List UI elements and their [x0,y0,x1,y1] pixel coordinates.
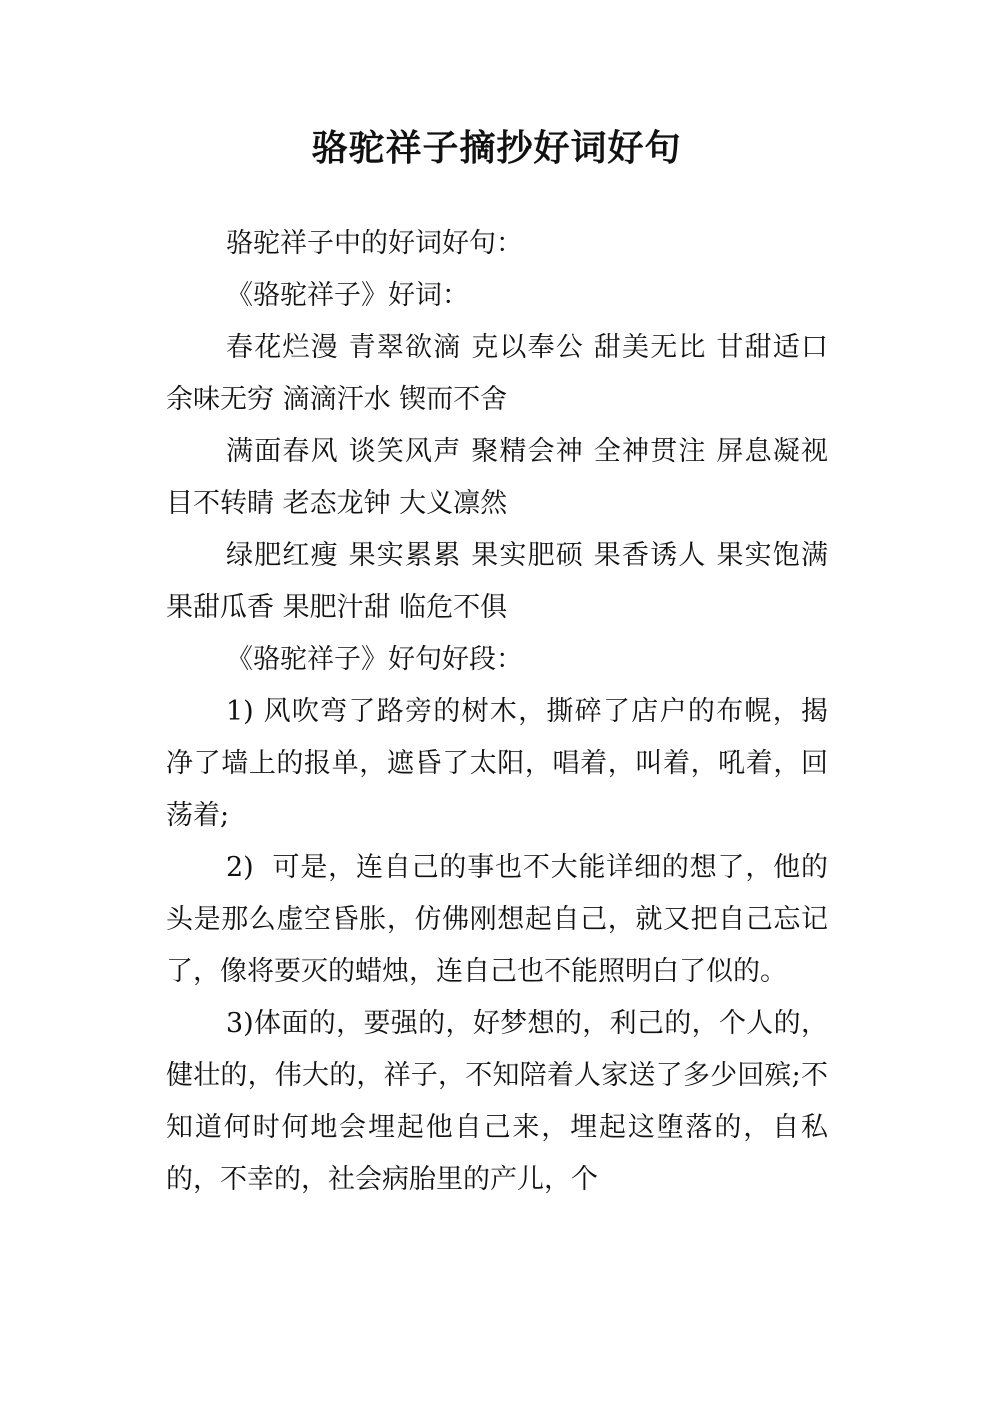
paragraph-intro: 骆驼祥子中的好词好句： [226,228,523,259]
paragraph-sentence-2: 2) 可是，连自己的事也不大能详细的想了，他的头是那么虚空昏胀，仿佛刚想起自己，就又把自己忘记了，像将要灭的蜡烛，连自己也不能照明白了似的。 [166,852,828,987]
paragraph-sentence-1: 1) 风吹弯了路旁的树木，撕碎了店户的布幌，揭净了墙上的报单，遮昏了太阳，唱着，叫着，吼着，回荡着; [166,696,828,831]
document-title: 骆驼祥子摘抄好词好句 [311,128,682,169]
paragraph-good-sentences-heading: 《骆驼祥子》好句好段： [226,644,523,675]
paragraph-words-group-1: 春花烂漫 青翠欲滴 克以奉公 甜美无比 甘甜适口 余味无穷 滴滴汗水 锲而不舍 [166,332,837,415]
paragraph-good-words-heading: 《骆驼祥子》好词： [226,280,469,311]
paragraph-words-group-2: 满面春风 谈笑风声 聚精会神 全神贯注 屏息凝视 目不转睛 老态龙钟 大义凛然 [166,436,837,519]
paragraph-words-group-3: 绿肥红瘦 果实累累 果实肥硕 果香诱人 果实饱满 果甜瓜香 果肥汁甜 临危不俱 [166,540,837,623]
paragraph-sentence-3: 3)体面的，要强的，好梦想的，利己的，个人的，健壮的，伟大的，祥子，不知陪着人家送了多少回殡;不知道何时何地会埋起他自己来，埋起这堕落的，自私的，不幸的，社会病胎里的产儿，个 [166,1008,828,1195]
document-body [166,218,837,1206]
